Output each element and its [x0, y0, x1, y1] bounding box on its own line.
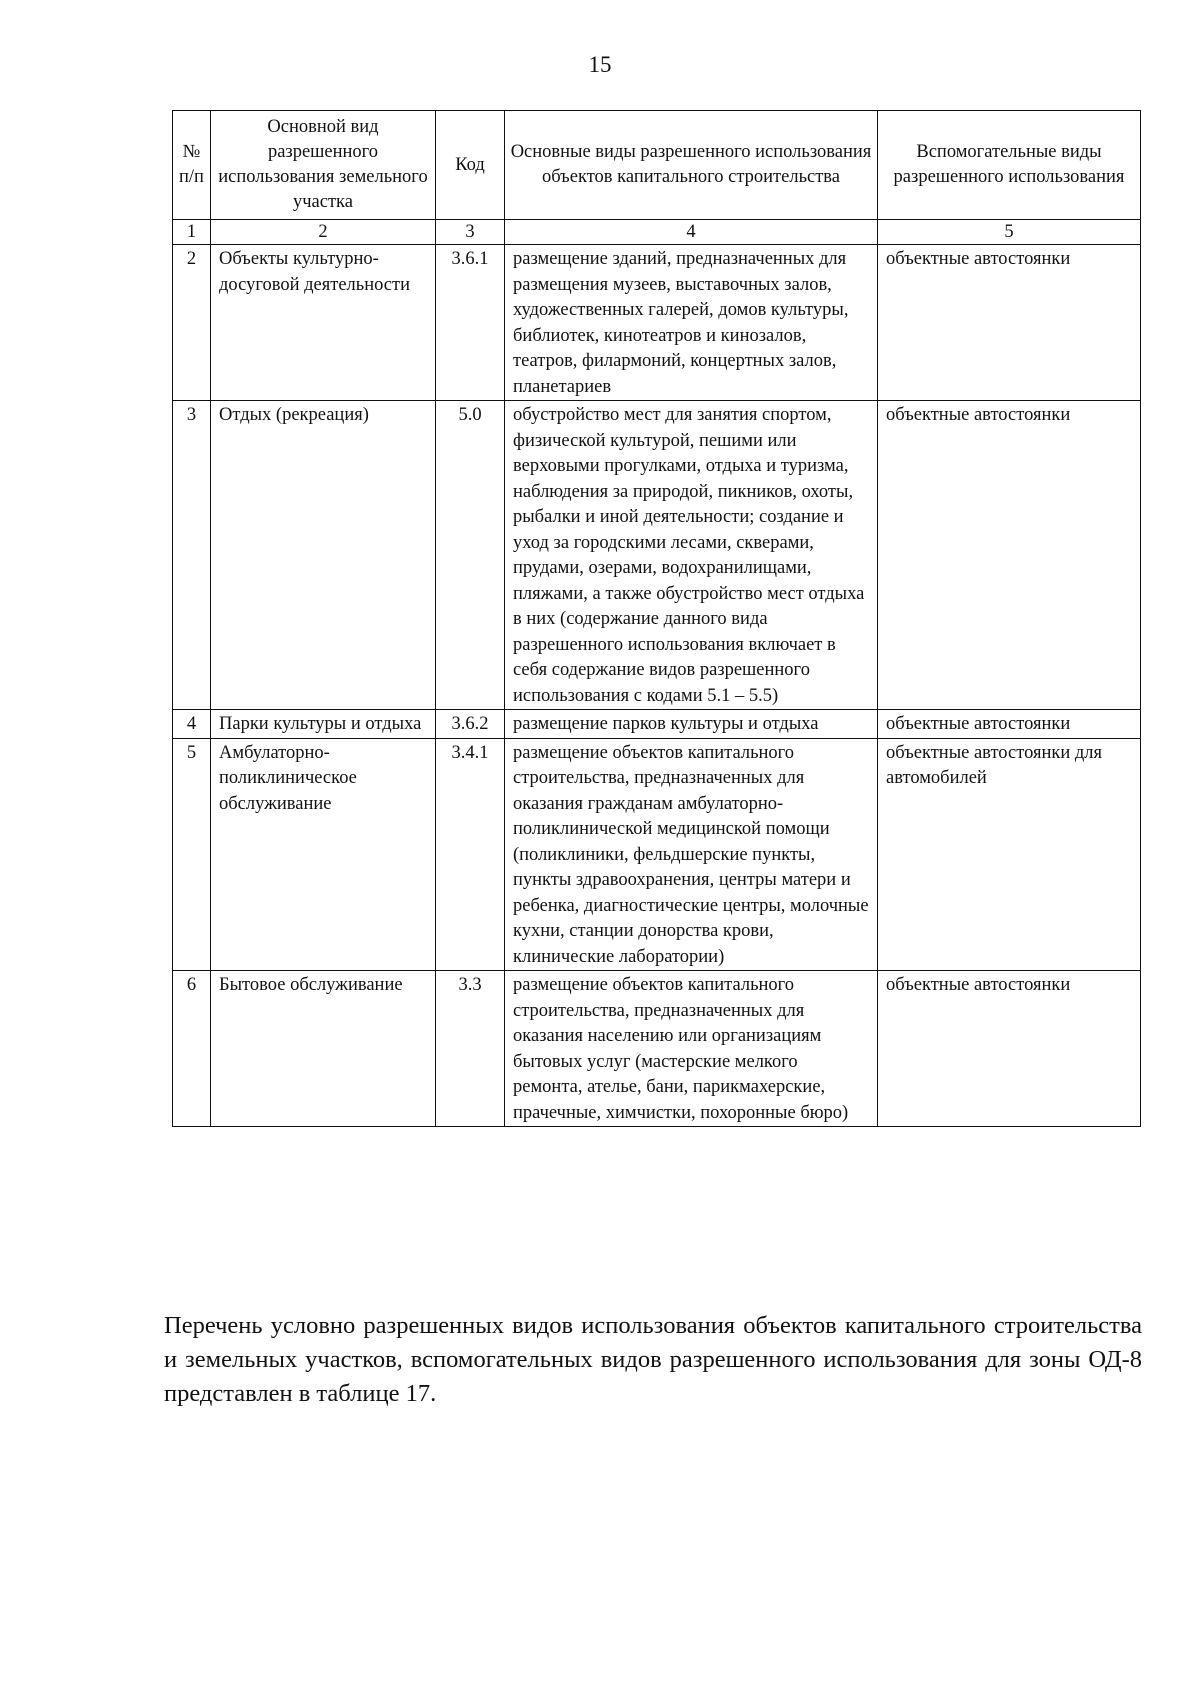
row-auxiliary: объектные автостоянки: [878, 401, 1141, 710]
column-number: 1: [173, 220, 211, 245]
row-number: 4: [173, 710, 211, 739]
row-auxiliary: объектные автостоянки для автомобилей: [878, 738, 1141, 971]
header-number: № п/п: [173, 111, 211, 220]
header-auxiliary-uses: Вспомогательные виды разрешенного использования: [878, 111, 1141, 220]
table-row: [173, 710, 1141, 739]
column-number: 3: [436, 220, 505, 245]
column-number-row: [173, 220, 1141, 245]
row-code: 5.0: [436, 401, 505, 710]
row-description: размещение зданий, предназначенных для размещения музеев, выставочных залов, художественных галерей, домов культуры, библиотек, кинотеатров и кинозалов, театров, филармоний, концертных залов, планетариев: [505, 245, 878, 401]
column-number: 2: [211, 220, 436, 245]
row-auxiliary: объектные автостоянки: [878, 710, 1141, 739]
row-main-kind: Отдых (рекреация): [211, 401, 436, 710]
row-main-kind: Амбулаторно-поликлиническое обслуживание: [211, 738, 436, 971]
row-main-kind: Объекты культурно-досуговой деятельности: [211, 245, 436, 401]
row-auxiliary: объектные автостоянки: [878, 245, 1141, 401]
row-main-kind: Парки культуры и отдыха: [211, 710, 436, 739]
table-header-row: [173, 111, 1141, 220]
row-auxiliary: объектные автостоянки: [878, 971, 1141, 1127]
row-main-kind: Бытовое обслуживание: [211, 971, 436, 1127]
table-row: [173, 971, 1141, 1127]
header-main-capital-uses: Основные виды разрешенного использования объектов капитального строительства: [505, 111, 878, 220]
page-number: 15: [588, 52, 612, 77]
table-row: [173, 245, 1141, 401]
row-description: обустройство мест для занятия спортом, физической культурой, пешими или верховыми прогулками, отдыха и туризма, наблюдения за природой, пикников, охоты, рыбалки и иной деятельности; создание и уход за городскими лесами, скверами, прудами, озерами, водохранилищами, пляжами, а также обустройство мест отдыха в них (содержание данного вида разрешенного использования включает в себя содержание видов разрешенного использования с кодами 5.1 – 5.5): [505, 401, 878, 710]
row-number: 3: [173, 401, 211, 710]
row-code: 3.4.1: [436, 738, 505, 971]
row-description: размещение объектов капитального строительства, предназначенных для оказания населению или организациям бытовых услуг (мастерские мелкого ремонта, ателье, бани, парикмахерские, прачечные, химчистки, похоронные бюро): [505, 971, 878, 1127]
row-number: 2: [173, 245, 211, 401]
column-number: 5: [878, 220, 1141, 245]
table-row: [173, 401, 1141, 710]
row-description: размещение объектов капитального строительства, предназначенных для оказания гражданам амбулаторно-поликлинической медицинской помощи (поликлиники, фельдшерские пункты, пункты здравоохранения, центры матери и ребенка, диагностические центры, молочные кухни, станции донорства крови, клинические лаборатории): [505, 738, 878, 971]
header-main-kind: Основной вид разрешенного использования земельного участка: [211, 111, 436, 220]
table-row: [173, 738, 1141, 971]
permitted-use-table: [172, 110, 1141, 1127]
row-description: размещение парков культуры и отдыха: [505, 710, 878, 739]
row-number: 6: [173, 971, 211, 1127]
column-number: 4: [505, 220, 878, 245]
body-paragraph: Перечень условно разрешенных видов использования объектов капитального строительства и земельных участков, вспомогательных видов разрешенного использования для зоны ОД-8 представлен в таблице 17.: [164, 1311, 1142, 1407]
row-code: 3.6.1: [436, 245, 505, 401]
row-number: 5: [173, 738, 211, 971]
row-code: 3.6.2: [436, 710, 505, 739]
header-code: Код: [436, 111, 505, 220]
row-code: 3.3: [436, 971, 505, 1127]
